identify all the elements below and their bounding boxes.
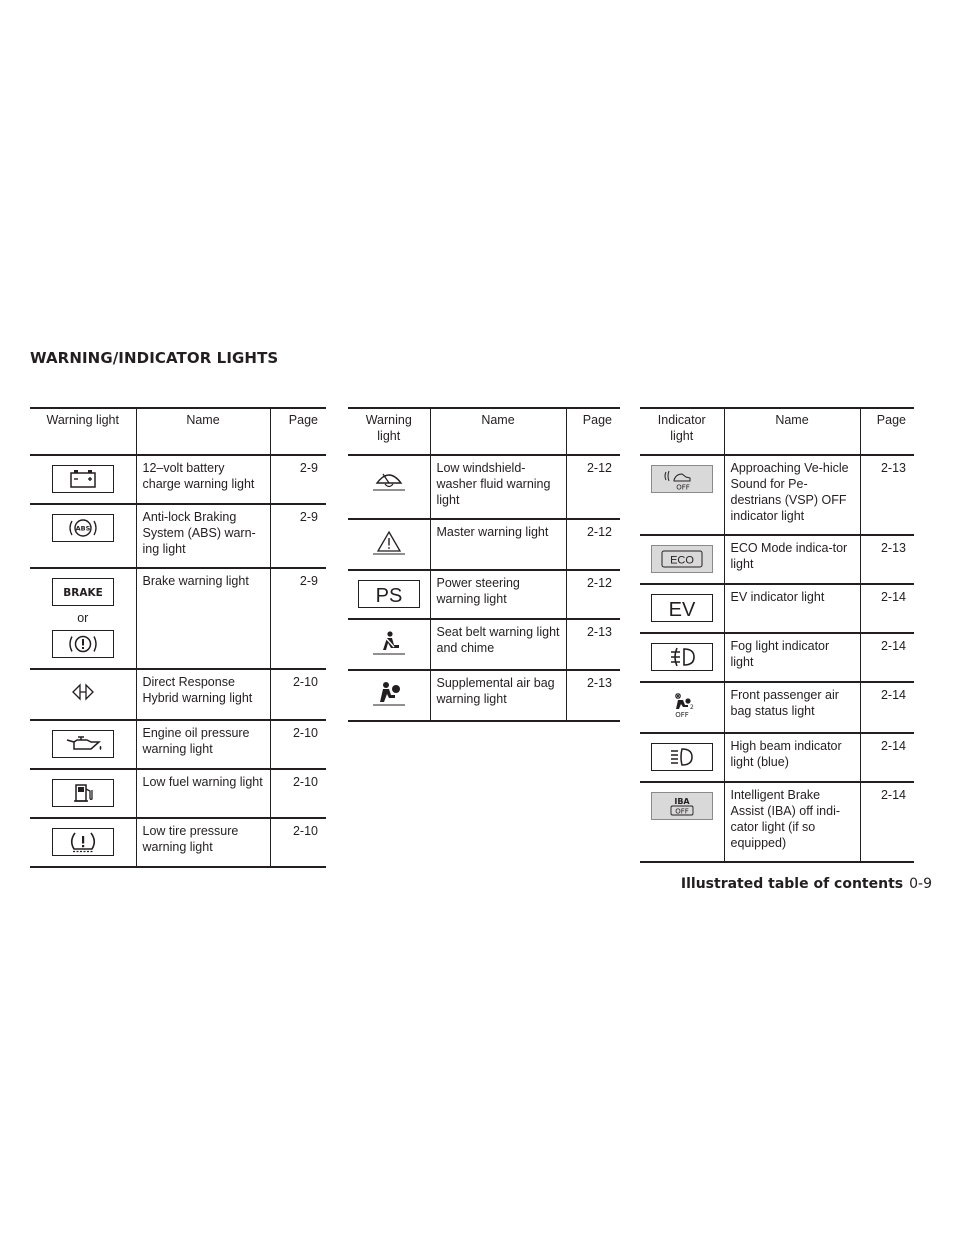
- page-ref: 2-14: [860, 782, 914, 862]
- table-row: [30, 720, 326, 769]
- high-beam-icon: [651, 743, 713, 771]
- col-header-light: Warning light: [348, 408, 430, 455]
- table-row: [640, 733, 914, 782]
- page-ref: 2-14: [860, 633, 914, 682]
- table-row: [348, 455, 620, 519]
- footer-title: Illustrated table of contents: [680, 876, 904, 892]
- table-header-row: [348, 408, 620, 455]
- page-ref: 2-10: [270, 818, 326, 867]
- fuel-pump-icon: [52, 779, 114, 807]
- direct-response-hybrid-icon: [53, 679, 113, 705]
- footer-page-number: 0-9: [909, 876, 932, 892]
- page-ref: 2-12: [566, 455, 620, 519]
- light-name: Low tire pressure warning light: [136, 818, 270, 867]
- or-label: or: [77, 611, 89, 625]
- light-name: Front passenger air bag status light: [724, 682, 860, 733]
- svg-text:2: 2: [689, 704, 694, 711]
- eco-icon-text: ECO: [669, 554, 694, 567]
- vsp-off-text: OFF: [675, 483, 690, 492]
- brake-icon-text: BRAKE: [62, 587, 103, 599]
- col-header-name: Name: [136, 408, 270, 455]
- page-ref: 2-9: [270, 455, 326, 504]
- page-footer: [681, 876, 932, 892]
- ev-icon-text: EV: [668, 599, 696, 621]
- light-name: Approaching Ve-hicle Sound for Pe-destrians (VSP) OFF indicator light: [724, 455, 860, 535]
- light-name: Seat belt warning light and chime: [430, 619, 566, 670]
- ev-icon: [651, 594, 713, 622]
- iba-off-icon: [651, 792, 713, 820]
- page-ref: 2-14: [860, 733, 914, 782]
- table-row: [640, 782, 914, 862]
- col-header-light: Warning light: [30, 408, 136, 455]
- light-name: 12–volt battery charge warning light: [136, 455, 270, 504]
- page-ref: 2-13: [860, 535, 914, 584]
- warning-lights-table-2: [348, 407, 620, 722]
- light-name: Supplemental air bag warning light: [430, 670, 566, 721]
- table-row: [30, 818, 326, 867]
- table-row: [640, 455, 914, 535]
- eco-mode-icon: [651, 545, 713, 573]
- brake-icon: [52, 578, 114, 606]
- washer-fluid-icon: [359, 465, 419, 491]
- light-name: Engine oil pressure warning light: [136, 720, 270, 769]
- warning-lights-table-1: [30, 407, 326, 868]
- col-header-name: Name: [430, 408, 566, 455]
- section-title: WARNING/INDICATOR LIGHTS: [30, 349, 279, 367]
- table-row: [30, 568, 326, 669]
- light-name: EV indicator light: [724, 584, 860, 633]
- light-name: Intelligent Brake Assist (IBA) off indi-cator light (if so equipped): [724, 782, 860, 862]
- page-ref: 2-12: [566, 570, 620, 619]
- power-steering-icon-text: PS: [375, 585, 403, 607]
- page-ref: 2-10: [270, 669, 326, 720]
- page-ref: 2-13: [566, 670, 620, 721]
- abs-icon: [52, 514, 114, 542]
- light-name: Master warning light: [430, 519, 566, 570]
- vsp-off-icon: [651, 465, 713, 493]
- table-row: [348, 570, 620, 619]
- table-row: [640, 584, 914, 633]
- light-name: Power steering warning light: [430, 570, 566, 619]
- table-header-row: [30, 408, 326, 455]
- table-header-row: [640, 408, 914, 455]
- battery-icon: [52, 465, 114, 493]
- page-ref: 2-13: [566, 619, 620, 670]
- table-row: [30, 669, 326, 720]
- light-name: High beam indicator light (blue): [724, 733, 860, 782]
- page-ref: 2-14: [860, 682, 914, 733]
- svg-text:ABS: ABS: [75, 524, 91, 533]
- tire-pressure-icon: [52, 828, 114, 856]
- oil-can-icon: [52, 730, 114, 758]
- col-header-page: Page: [860, 408, 914, 455]
- light-name: Direct Response Hybrid warning light: [136, 669, 270, 720]
- light-name: Anti-lock Braking System (ABS) warn-ing light: [136, 504, 270, 568]
- iba-off-text: OFF: [674, 807, 689, 816]
- brake-circle-icon: [52, 630, 114, 658]
- page-ref: 2-10: [270, 769, 326, 818]
- page-ref: 2-13: [860, 455, 914, 535]
- table-row: [640, 682, 914, 733]
- light-name: Brake warning light: [136, 568, 270, 669]
- page-ref: 2-10: [270, 720, 326, 769]
- iba-icon-text: IBA: [674, 797, 690, 806]
- table-row: [30, 504, 326, 568]
- indicator-lights-table: [640, 407, 914, 863]
- passenger-airbag-off-text: OFF: [674, 711, 689, 718]
- page-ref: 2-14: [860, 584, 914, 633]
- master-warning-icon: [359, 529, 419, 555]
- table-row: [348, 670, 620, 721]
- light-name: Low windshield-washer fluid warning light: [430, 455, 566, 519]
- col-header-page: Page: [270, 408, 326, 455]
- table-row: [30, 455, 326, 504]
- table-row: [30, 769, 326, 818]
- col-header-page: Page: [566, 408, 620, 455]
- page-ref: 2-12: [566, 519, 620, 570]
- table-row: [348, 519, 620, 570]
- table-row: [640, 633, 914, 682]
- light-name: Fog light indicator light: [724, 633, 860, 682]
- seat-belt-icon: [359, 629, 419, 655]
- fog-light-icon: [651, 643, 713, 671]
- col-header-name: Name: [724, 408, 860, 455]
- light-name: ECO Mode indica-tor light: [724, 535, 860, 584]
- light-name: Low fuel warning light: [136, 769, 270, 818]
- passenger-airbag-status-icon: [652, 692, 712, 718]
- page-ref: 2-9: [270, 568, 326, 669]
- col-header-light: Indicator light: [640, 408, 724, 455]
- power-steering-icon: [358, 580, 420, 608]
- table-row: [348, 619, 620, 670]
- table-row: [640, 535, 914, 584]
- page-ref: 2-9: [270, 504, 326, 568]
- airbag-icon: [359, 680, 419, 706]
